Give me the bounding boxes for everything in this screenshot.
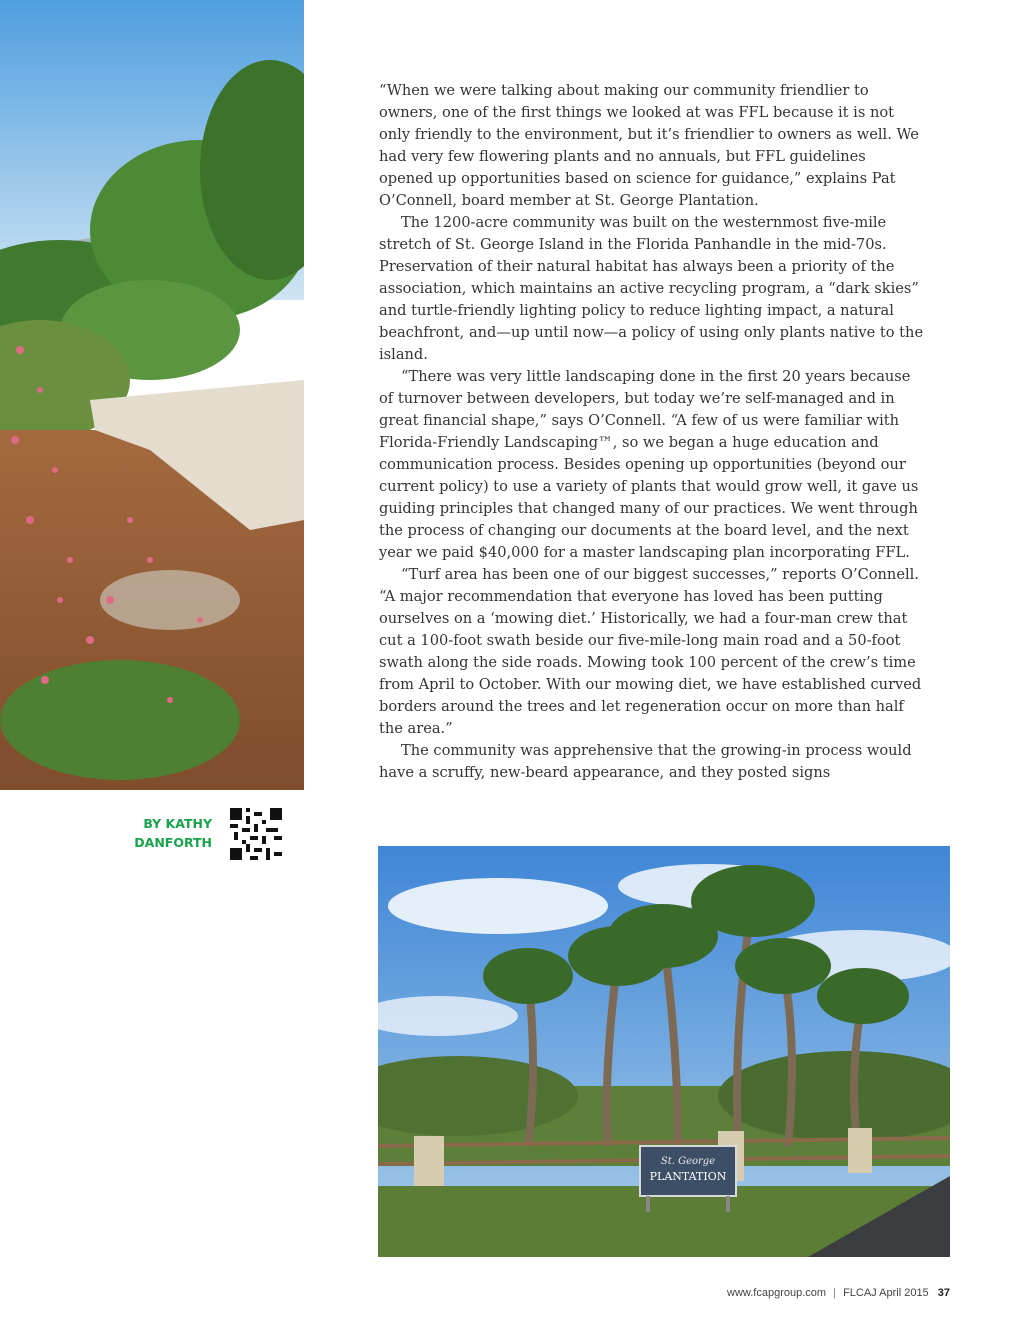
garden-path-photo (0, 0, 304, 790)
byline (118, 814, 212, 852)
footer-issue: April 2015 (879, 1287, 929, 1299)
article-paragraph: “When we were talking about making our community friendlier to owners, one of the first things we looked at was FFL because it is not only friendly to the environment, but it’s friendlier to owners as well. We had very few flowering plants and no annuals, but FFL guidelines opened up opportunities based on science for guidance,” explains Pat O’Connell, board member at St. George Plantation. (379, 82, 919, 209)
footer-website[interactable]: www.fcapgroup.com (727, 1287, 827, 1299)
sign-script-text: St. George (660, 1156, 716, 1167)
plantation-entrance-photo (378, 846, 950, 1257)
article-body (379, 80, 924, 784)
qr-code-icon[interactable] (230, 808, 282, 860)
footer-separator: | (833, 1287, 836, 1299)
page-footer (727, 1287, 950, 1299)
page-number: 37 (937, 1287, 950, 1299)
article-paragraph: “There was very little landscaping done in the first 20 years because of turnover between developers, but today we’re self-managed and in great financial shape,” says O’Connell. “A few of us were familiar with Florida-Friendly Landscaping™, so we began a huge education and communication process. Besides opening up opportunities (beyond our current policy) to use a variety of plants that would grow well, it gave us guiding principles that changed many of our practices. We went through the process of changing our documents at the board level, and the next year we paid $40,000 for a master landscaping plan incorporating FFL. (379, 368, 919, 561)
footer-publication: FLCAJ (843, 1287, 877, 1299)
byline-line-2: DANFORTH (134, 835, 212, 850)
article-paragraph: The community was apprehensive that the growing-in process would have a scruffy, new-beard appearance, and they posted signs (379, 742, 912, 781)
sign-main-text: PLANTATION (649, 1170, 727, 1183)
article-paragraph: “Turf area has been one of our biggest successes,” reports O’Connell. “A major recommendation that everyone has loved has been putting ourselves on a ‘mowing diet.’ Historically, we had a four-man crew that cut a 100-foot swath beside our five-mile-long main road and a 50-foot swath along the side roads. Mowing took 100 percent of the crew’s time from April to October. With our mowing diet, we have established curved borders around the trees and let regeneration occur on more than half the area.” (379, 566, 922, 737)
article-paragraph: The 1200-acre community was built on the westernmost five-mile stretch of St. George Island in the Florida Panhandle in the mid-70s. Preservation of their natural habitat has always been a priority of the association, which maintains an active recycling program, a “dark skies” and turtle-friendly lighting policy to reduce lighting impact, a natural beachfront, and—up until now—a policy of using only plants native to the island. (379, 214, 924, 363)
byline-line-1: BY KATHY (143, 816, 212, 831)
